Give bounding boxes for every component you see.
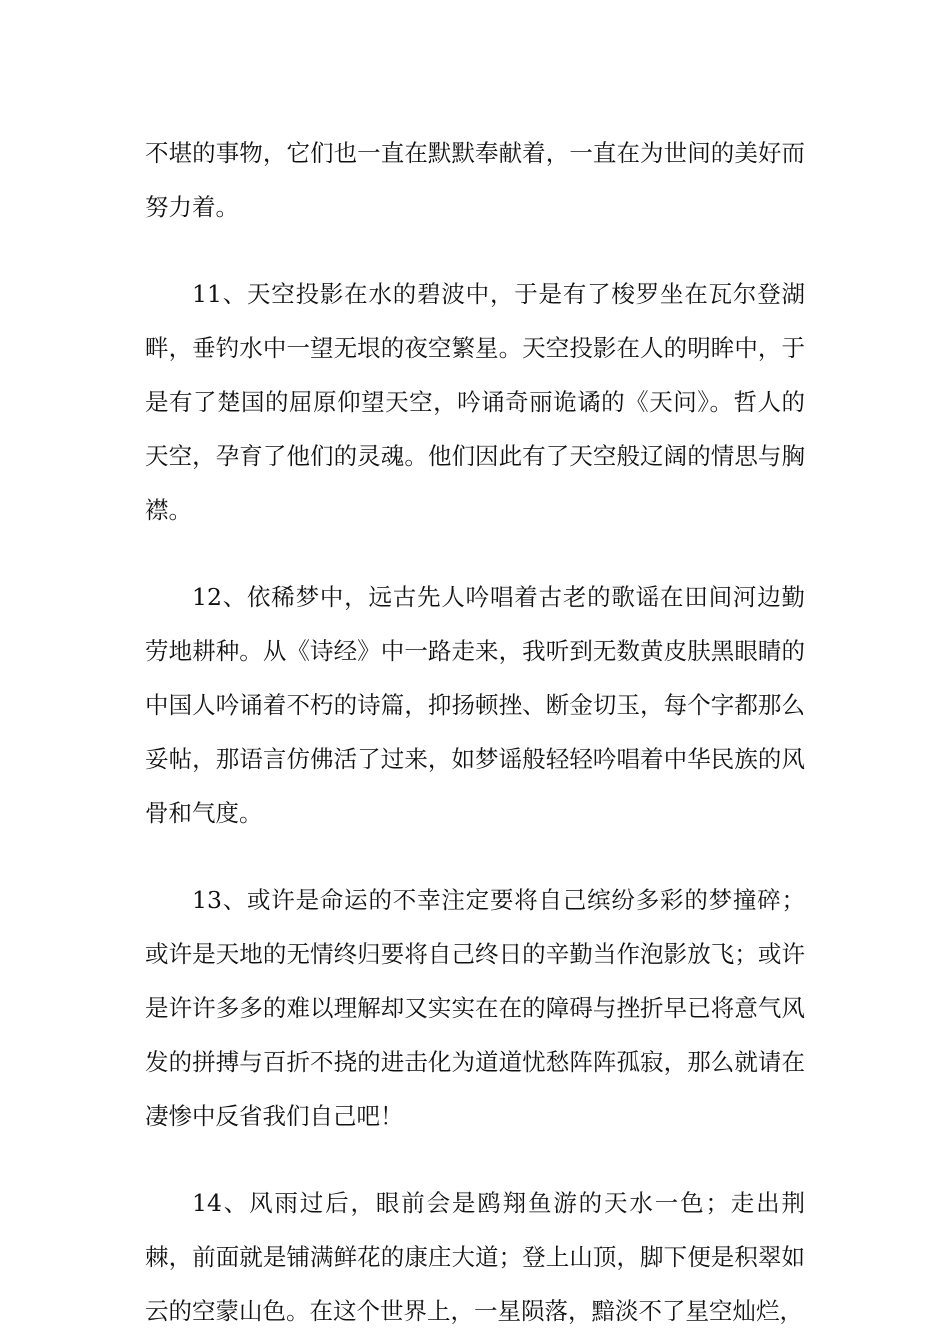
paragraph-11: 11、天空投影在水的碧波中，于是有了梭罗坐在瓦尔登湖畔，垂钓水中一望无垠的夜空繁星。天空投影在人的明眸中，于是有了楚国的屈原仰望天空，吟诵奇丽诡谲的《天问》。哲人的天空，孕育了他们的灵魂。他们因此有了天空般辽阔的情思与胸襟。 <box>145 280 805 524</box>
paragraph-continuation: 不堪的事物，它们也一直在默默奉献着，一直在为世间的美好而努力着。 <box>145 139 805 221</box>
paragraph-13: 13、或许是命运的不幸注定要将自己缤纷多彩的梦撞碎；或许是天地的无情终归要将自己终日的辛勤当作泡影放飞；或许是许许多多的难以理解却又实实在在的障碍与挫折早已将意气风发的拼搏与百折不挠的进击化为道道忧愁阵阵孤寂，那么就请在凄惨中反省我们自己吧！ <box>145 886 805 1130</box>
document-page <box>145 126 805 1338</box>
paragraph-14: 14、风雨过后，眼前会是鸥翔鱼游的天水一色；走出荆棘，前面就是铺满鲜花的康庄大道；登上山顶，脚下便是积翠如云的空蒙山色。在这个世界上，一星陨落，黯淡不了星空灿烂， <box>145 1189 805 1325</box>
paragraph-12: 12、依稀梦中，远古先人吟唱着古老的歌谣在田间河边勤劳地耕种。从《诗经》中一路走来，我听到无数黄皮肤黑眼睛的中国人吟诵着不朽的诗篇，抑扬顿挫、断金切玉，每个字都那么妥帖，那语言仿佛活了过来，如梦谣般轻轻吟唱着中华民族的风骨和气度。 <box>145 583 805 827</box>
